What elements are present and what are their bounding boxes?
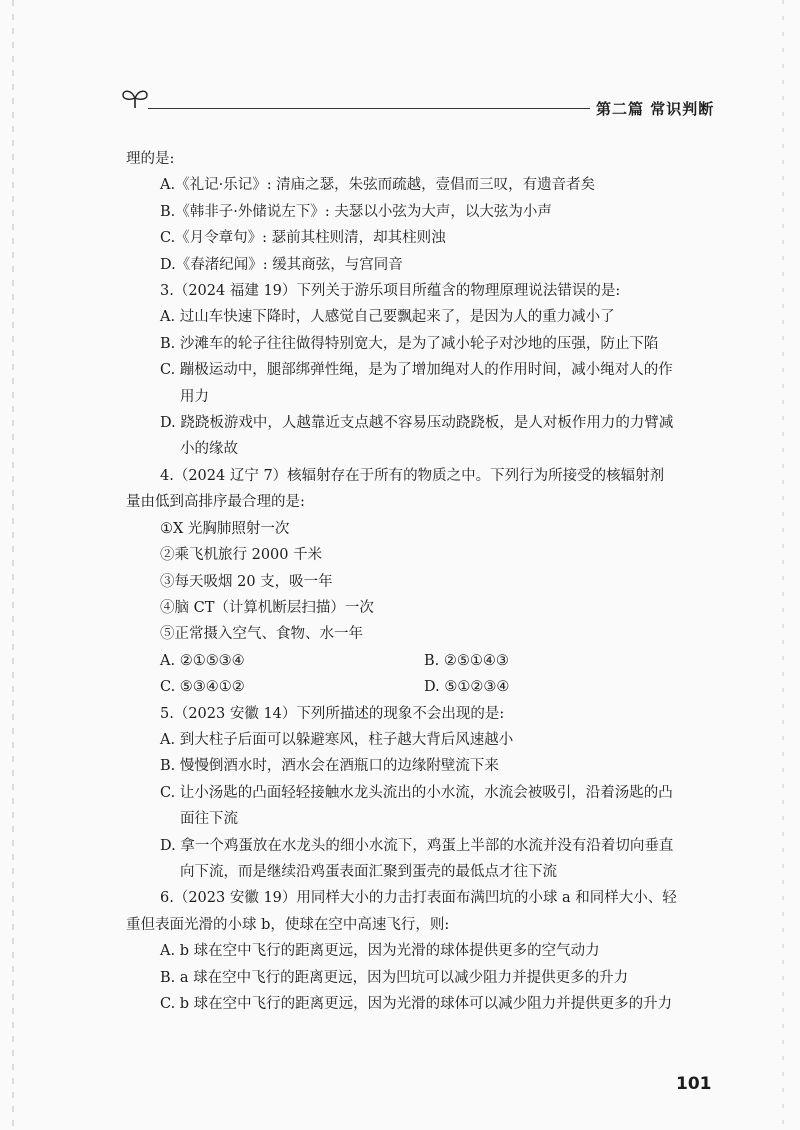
- text-line: 6.（2023 安徽 19）用同样大小的力击打表面布满凹坑的小球 a 和同样大小、轻: [160, 890, 677, 907]
- option-item: A. ②①⑤③④: [160, 652, 245, 669]
- option-row: [126, 674, 726, 700]
- option-row: [126, 648, 726, 674]
- text-line: A.《礼记·乐记》: 清庙之瑟，朱弦而疏越，壹倡而三叹，有遗音者矣: [160, 177, 596, 194]
- text-block-2: [126, 701, 726, 1018]
- content: [126, 146, 726, 1017]
- text-line: 量由低到高排序最合理的是:: [126, 494, 305, 511]
- q4-options: [126, 648, 726, 701]
- option-item: B. ②⑤①④③: [424, 652, 509, 669]
- scan-edge-left: [12, 0, 14, 1130]
- text-block-1: [126, 146, 726, 648]
- text-line: D. 拿一个鸡蛋放在水龙头的细小水流下，鸡蛋上半部的水流并没有沿着切向垂直: [160, 837, 674, 854]
- text-line: B. 沙滩车的轮子往往做得特别宽大，是为了减小轮子对沙地的压强，防止下陷: [160, 335, 659, 352]
- header-rule: [148, 108, 590, 109]
- text-line: B. a 球在空中飞行的距离更远，因为凹坑可以减少阻力并提供更多的升力: [160, 969, 629, 986]
- option-item: C. ⑤③④①②: [160, 679, 245, 696]
- text-line: A. 过山车快速下降时，人感觉自己要飘起来了，是因为人的重力减小了: [160, 309, 615, 326]
- text-line: D. 跷跷板游戏中，人越靠近支点越不容易压动跷跷板，是人对板作用力的力臂减: [160, 415, 674, 432]
- option-item: D. ⑤①②③④: [424, 679, 510, 696]
- text-line: 理的是:: [126, 151, 175, 167]
- text-line: B. 慢慢倒酒水时，酒水会在酒瓶口的边缘附壁流下来: [160, 758, 499, 775]
- header-title: 第二篇 常识判断: [596, 100, 715, 118]
- text-line: A. b 球在空中飞行的距离更远，因为光滑的球体提供更多的空气动力: [160, 943, 600, 960]
- text-line: ③每天吸烟 20 支，吸一年: [160, 573, 333, 590]
- scan-edge-right: [782, 0, 784, 1130]
- text-line: C. 让小汤匙的凸面轻轻接触水龙头流出的小水流，水流会被吸引，沿着汤匙的凸: [160, 784, 673, 801]
- text-line: 重但表面光滑的小球 b，使球在空中高速飞行，则:: [126, 916, 450, 933]
- text-line: 用力: [180, 388, 209, 405]
- text-line: 面往下流: [180, 811, 238, 828]
- text-line: D.《春渚纪闻》: 缓其商弦，与宫同音: [160, 256, 403, 273]
- text-line: 4.（2024 辽宁 7）核辐射存在于所有的物质之中。下列行为所接受的核辐射剂: [160, 467, 665, 484]
- sprout-icon: [120, 86, 150, 110]
- text-line: C.《月令章句》: 瑟前其柱则清，却其柱则浊: [160, 230, 446, 247]
- text-line: 向下流，而是继续沿鸡蛋表面汇聚到蛋壳的最低点才往下流: [180, 863, 557, 880]
- text-line: A. 到大柱子后面可以躲避寒风，柱子越大背后风速越小: [160, 731, 514, 748]
- text-line: ②乘飞机旅行 2000 千米: [160, 547, 323, 564]
- text-line: 小的缘故: [180, 441, 238, 458]
- text-line: 5.（2023 安徽 14）下列所描述的现象不会出现的是:: [160, 705, 505, 722]
- text-line: ①X 光胸肺照射一次: [160, 520, 290, 537]
- text-line: B.《韩非子·外储说左下》: 夫瑟以小弦为大声，以大弦为小声: [160, 203, 552, 220]
- text-line: 3.（2024 福建 19）下列关于游乐项目所蕴含的物理原理说法错误的是:: [160, 283, 621, 300]
- text-line: C. 蹦极运动中，腿部绑弹性绳，是为了增加绳对人的作用时间，减小绳对人的作: [160, 362, 673, 379]
- page-number: 101: [676, 1074, 712, 1094]
- text-line: ④脑 CT（计算机断层扫描）一次: [160, 599, 374, 616]
- text-line: C. b 球在空中飞行的距离更远，因为光滑的球体可以减少阻力并提供更多的升力: [160, 996, 673, 1012]
- text-line: ⑤正常摄入空气、食物、水一年: [160, 626, 363, 643]
